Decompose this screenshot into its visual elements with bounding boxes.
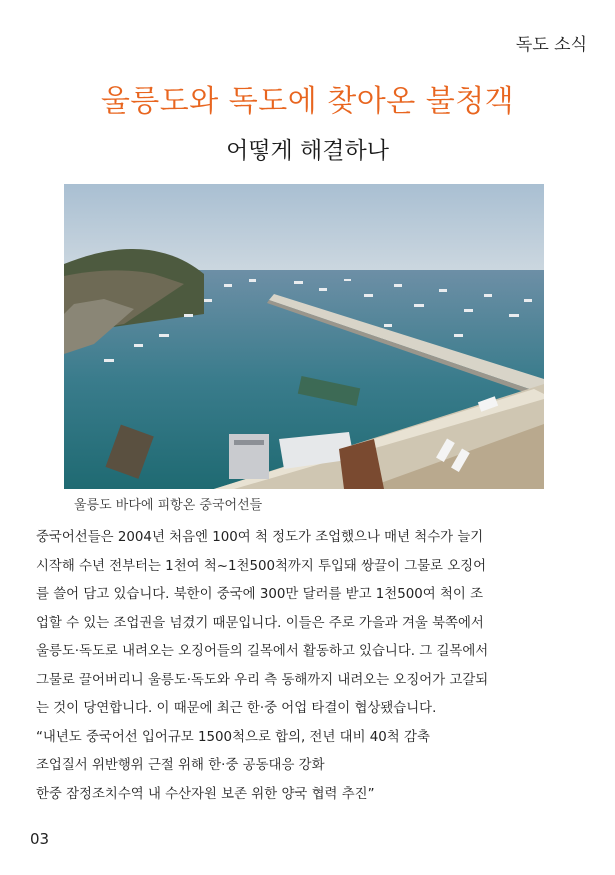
body-line: 업할 수 있는 조업권을 넘겼기 때문입니다. 이들은 주로 가을과 겨울 북쪽에서 [36,615,484,631]
body-line: 중국어선들은 2004년 처음엔 100여 척 정도가 조업했으나 매년 척수가 늘기 [36,530,484,545]
quote-line: 조업질서 위반행위 근절 위해 한·중 공동대응 강화 [36,758,325,773]
page-number: 03 [30,830,50,848]
body-line: 울릉도·독도로 내려오는 오징어들의 길목에서 활동하고 있습니다. 그 길목에서 [36,644,489,659]
body-line: 를 쓸어 담고 있습니다. 북한이 중국에 300만 달러를 받고 1천500여 척이 조 [36,587,484,602]
article-subtitle: 어떻게 해결하나 [226,138,389,164]
article-title: 울릉도와 독도에 찾아온 불청객 [100,84,515,119]
quote-line: “내년도 중국어선 입어규모 1500척으로 합의, 전년 대비 40척 감축 [36,729,430,745]
quote-line: 한중 잠정조치수역 내 수산자원 보존 위한 양국 협력 추진” [36,786,375,802]
body-line: 는 것이 당연합니다. 이 때문에 최근 한·중 어업 타결이 협상됐습니다. [36,701,437,716]
body-line: 그물로 끌어버리니 울릉도·독도와 우리 측 동해까지 내려오는 오징어가 고갈되 [36,672,489,688]
article-body [36,524,584,809]
body-line: 시작해 수년 전부터는 1천여 척~1천500척까지 투입돼 쌍끌이 그물로 오징어 [36,558,487,574]
harbor-photo [64,184,544,489]
section-label: 독도 소식 [515,35,587,55]
harbor-photo-illustration [64,184,544,489]
photo-caption: 울릉도 바다에 피항온 중국어선들 [74,498,263,513]
